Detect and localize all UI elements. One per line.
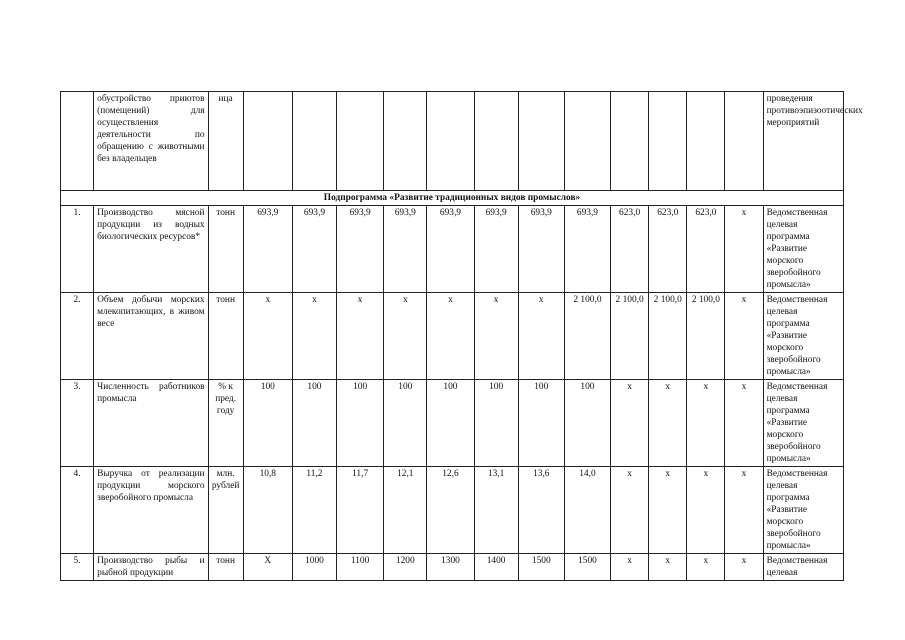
value-cell: х: [649, 467, 687, 554]
value-cell: х: [649, 380, 687, 467]
value-cell: 100: [243, 380, 292, 467]
value-cell: 100: [292, 380, 336, 467]
value-cell: 100: [427, 380, 474, 467]
table-row: [61, 380, 844, 467]
section-title: Подпрограмма «Развитие традиционных видов промыслов»: [61, 191, 844, 206]
table-row: [61, 293, 844, 380]
source-cell: Ведомственная целевая: [763, 554, 843, 581]
value-cell: 693,9: [337, 206, 384, 293]
value-cell: [427, 92, 474, 191]
value-cell: 2 100,0: [649, 293, 687, 380]
value-cell: 11,2: [292, 467, 336, 554]
value-cell: 13,1: [474, 467, 518, 554]
value-cell: х: [725, 467, 763, 554]
unit-cell: тонн: [208, 206, 243, 293]
value-cell: х: [474, 293, 518, 380]
indicators-table: [60, 91, 863, 581]
row-number: 5.: [61, 554, 94, 581]
value-cell: 2 100,0: [687, 293, 725, 380]
table-body: [61, 92, 863, 581]
unit-cell: тонн: [208, 293, 243, 380]
value-cell: 623,0: [649, 206, 687, 293]
value-cell: х: [611, 554, 649, 581]
value-cell: 1300: [427, 554, 474, 581]
value-cell: х: [687, 554, 725, 581]
unit-cell: тонн: [208, 554, 243, 581]
table-row: [61, 554, 844, 581]
value-cell: х: [292, 293, 336, 380]
value-cell: 693,9: [292, 206, 336, 293]
value-cell: 10,8: [243, 467, 292, 554]
table-row: [61, 92, 844, 191]
value-cell: х: [687, 380, 725, 467]
value-cell: 100: [564, 380, 610, 467]
indicator-name: Производство мясной продукции из водных биологических ресурсов*: [94, 206, 208, 293]
indicator-name: Численность работников промысла: [94, 380, 208, 467]
value-cell: 12,1: [384, 467, 427, 554]
value-cell: 693,9: [518, 206, 564, 293]
table-row: [61, 467, 844, 554]
value-cell: х: [725, 554, 763, 581]
row-number: 2.: [61, 293, 94, 380]
row-number: 4.: [61, 467, 94, 554]
value-cell: [649, 92, 687, 191]
value-cell: х: [649, 554, 687, 581]
value-cell: 1100: [337, 554, 384, 581]
value-cell: х: [687, 467, 725, 554]
value-cell: [337, 92, 384, 191]
indicator-name: Объем добычи морских млекопитающих, в живом весе: [94, 293, 208, 380]
value-cell: 1000: [292, 554, 336, 581]
value-cell: 2 100,0: [611, 293, 649, 380]
value-cell: х: [243, 293, 292, 380]
indicator-name: Выручка от реализации продукции морского зверобойного промысла: [94, 467, 208, 554]
value-cell: х: [611, 467, 649, 554]
value-cell: х: [725, 206, 763, 293]
value-cell: [243, 92, 292, 191]
source-cell: Ведомственная целевая программа «Развитие морского зверобойного промысла»: [763, 380, 843, 467]
value-cell: 623,0: [611, 206, 649, 293]
value-cell: х: [518, 293, 564, 380]
value-cell: 693,9: [384, 206, 427, 293]
value-cell: х: [337, 293, 384, 380]
source-cell: Ведомственная целевая программа «Развитие морского зверобойного промысла»: [763, 206, 843, 293]
value-cell: Х: [243, 554, 292, 581]
value-cell: 14,0: [564, 467, 610, 554]
value-cell: 623,0: [687, 206, 725, 293]
value-cell: 12,6: [427, 467, 474, 554]
value-cell: х: [725, 293, 763, 380]
row-number: 3.: [61, 380, 94, 467]
indicator-name: обустройство приютов (помещений) для осуществления деятельности по обращению с животными без владельцев: [94, 92, 208, 191]
value-cell: [474, 92, 518, 191]
value-cell: 100: [337, 380, 384, 467]
value-cell: [725, 92, 763, 191]
value-cell: 13,6: [518, 467, 564, 554]
value-cell: 2 100,0: [564, 293, 610, 380]
unit-cell: % к пред. году: [208, 380, 243, 467]
value-cell: 11,7: [337, 467, 384, 554]
source-cell: Ведомственная целевая программа «Развитие морского зверобойного промысла»: [763, 293, 843, 380]
value-cell: х: [611, 380, 649, 467]
value-cell: 1500: [518, 554, 564, 581]
row-number: [61, 92, 94, 191]
value-cell: 693,9: [474, 206, 518, 293]
value-cell: х: [725, 380, 763, 467]
value-cell: [611, 92, 649, 191]
value-cell: 693,9: [427, 206, 474, 293]
value-cell: [687, 92, 725, 191]
value-cell: х: [427, 293, 474, 380]
unit-cell: ица: [208, 92, 243, 191]
value-cell: 100: [474, 380, 518, 467]
unit-cell: млн. рублей: [208, 467, 243, 554]
value-cell: 100: [518, 380, 564, 467]
value-cell: [384, 92, 427, 191]
table-row: [61, 206, 844, 293]
source-cell: проведения противоэпизоотических мероприятий: [763, 92, 843, 191]
value-cell: 1500: [564, 554, 610, 581]
value-cell: х: [384, 293, 427, 380]
row-number: 1.: [61, 206, 94, 293]
value-cell: 1400: [474, 554, 518, 581]
section-row: [61, 191, 844, 206]
source-cell: Ведомственная целевая программа «Развитие морского зверобойного промысла»: [763, 467, 843, 554]
value-cell: 693,9: [564, 206, 610, 293]
value-cell: [564, 92, 610, 191]
value-cell: 693,9: [243, 206, 292, 293]
value-cell: 1200: [384, 554, 427, 581]
value-cell: [518, 92, 564, 191]
value-cell: [292, 92, 336, 191]
indicator-name: Производство рыбы и рыбной продукции: [94, 554, 208, 581]
value-cell: 100: [384, 380, 427, 467]
